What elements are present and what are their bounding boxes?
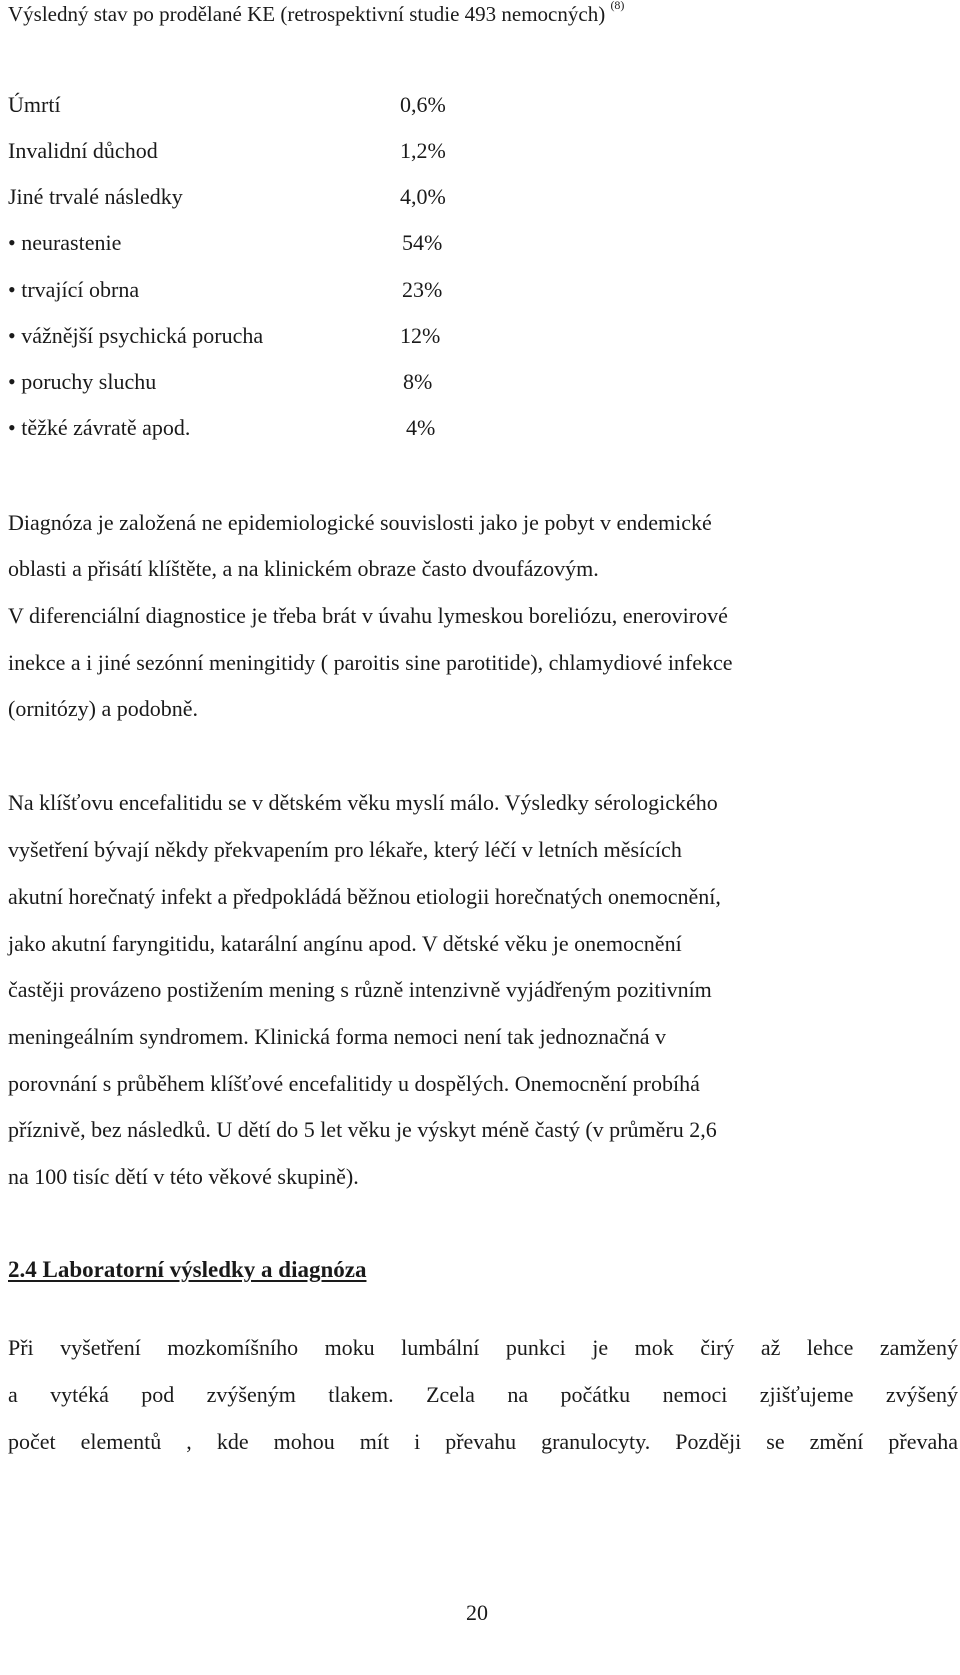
text-line: (ornitózy) a podobně. [8,696,198,721]
text-line: Při vyšetření mozkomíšního moku lumbální punkci je mok čirý až lehce zamžený [8,1335,958,1360]
stat-value: 8% [403,369,433,394]
text-line: meningeálním syndromem. Klinická forma nemoci není tak jednoznačná v [8,1024,666,1049]
stat-value: 0,6% [400,92,446,117]
text-line: akutní horečnatý infekt a předpokládá běžnou etiologii horečnatých onemocnění, [8,884,721,909]
table-caption [8,2,624,27]
stat-value: 12% [400,323,441,348]
stat-value: 4,0% [400,184,446,209]
stat-label: • neurastenie [8,230,122,255]
text-line: Diagnóza je založená ne epidemiologické souvislosti jako je pobyt v endemické [8,510,712,535]
text-line: Na klíšťovu encefalitidu se v dětském věku myslí málo. Výsledky sérologického [8,790,718,815]
caption-text: Výsledný stav po prodělané KE (retrospektivní studie 493 nemocných) [8,2,606,26]
page-number: 20 [466,1600,488,1625]
stat-label: • trvající obrna [8,277,140,302]
stat-label: Úmrtí [8,92,61,117]
section-heading: 2.4 Laboratorní výsledky a diagnóza [8,1257,367,1282]
stat-value: 1,2% [400,138,446,163]
stat-value: 54% [402,230,443,255]
stat-label: • vážnější psychická porucha [8,323,264,348]
stat-label: Invalidní důchod [8,138,158,163]
stat-value: 23% [402,277,443,302]
text-line: inekce a i jiné sezónní meningitidy ( paroitis sine parotitide), chlamydiové infekce [8,650,733,675]
text-line: častěji provázeno postižením mening s různě intenzivně vyjádřeným pozitivním [8,977,712,1002]
stat-value: 4% [406,415,436,440]
text-line: porovnání s průběhem klíšťové encefalitidy u dospělých. Onemocnění probíhá [8,1071,700,1096]
text-line: jako akutní faryngitidu, katarální angínu apod. V dětské věku je onemocnění [8,931,682,956]
text-line: oblasti a přisátí klíštěte, a na klinickém obraze často dvoufázovým. [8,556,599,581]
text-line: počet elementů , kde mohou mít i převahu granulocyty. Později se změní převaha [8,1429,958,1454]
text-line: V diferenciální diagnostice je třeba brát v úvahu lymeskou boreliózu, enerovirové [8,603,728,628]
text-line: a vytéká pod zvýšeným tlakem. Zcela na počátku nemoci zjišťujeme zvýšený [8,1382,958,1407]
stat-label: • poruchy sluchu [8,369,157,394]
stat-label: • těžké závratě apod. [8,415,191,440]
text-line: vyšetření bývají někdy překvapením pro lékaře, který léčí v letních měsících [8,837,682,862]
text-line: na 100 tisíc dětí v této věkové skupině). [8,1164,359,1189]
caption-reference: (8) [610,0,625,12]
stat-label: Jiné trvalé následky [8,184,183,209]
text-line: příznivě, bez následků. U dětí do 5 let věku je výskyt méně častý (v průměru 2,6 [8,1117,717,1142]
